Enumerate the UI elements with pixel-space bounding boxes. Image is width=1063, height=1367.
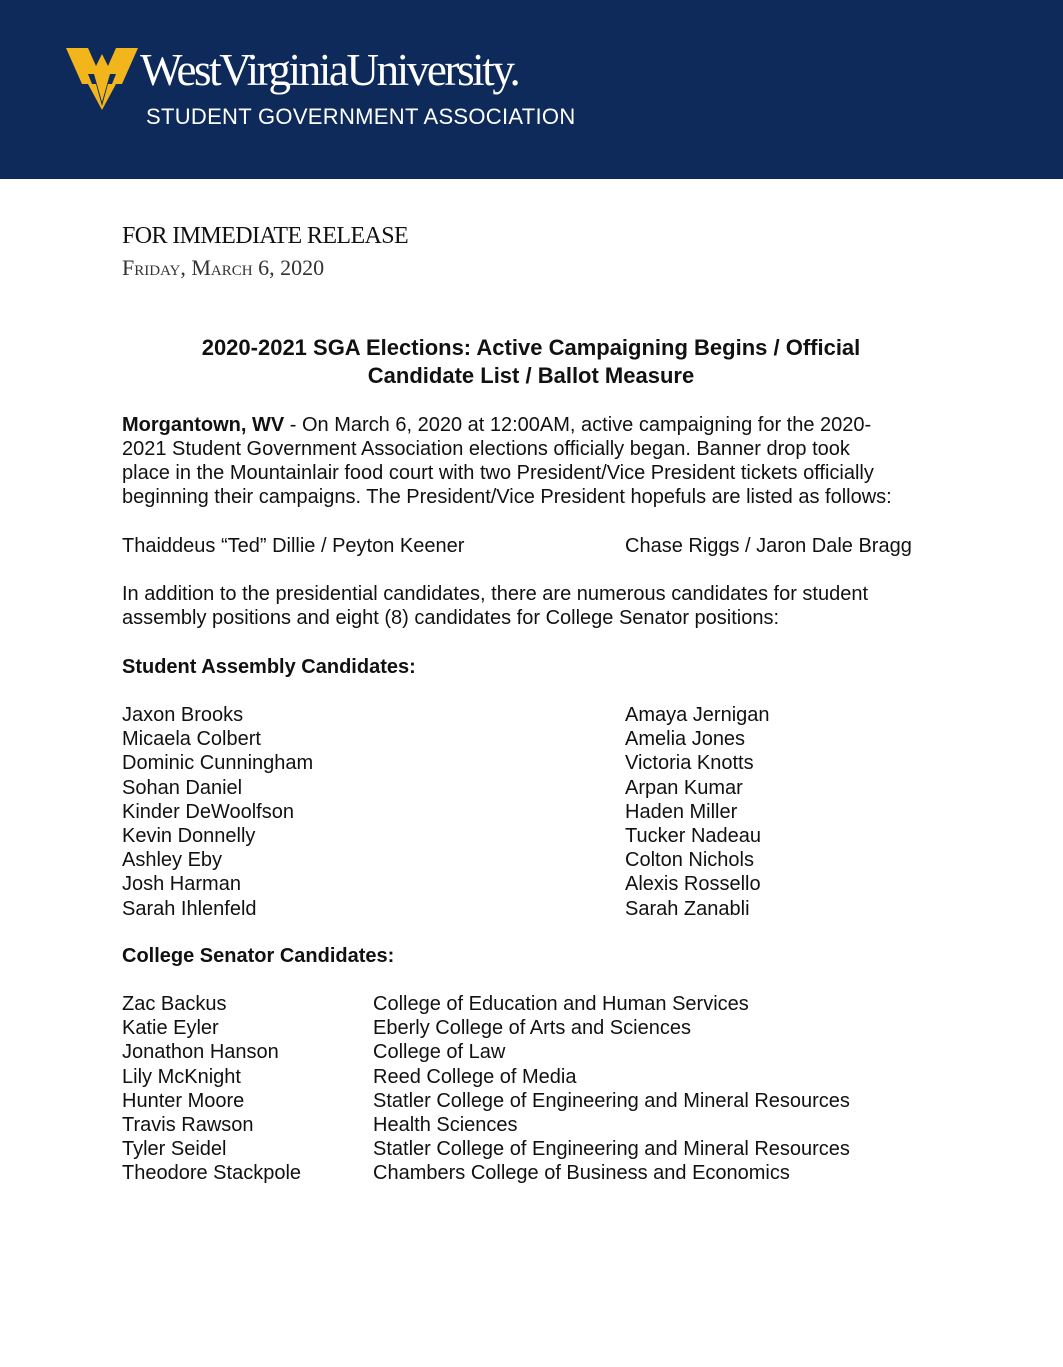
intro-line: place in the Mountainlair food court with two President/Vice President tickets officially	[122, 462, 874, 484]
candidate-name: Dominic Cunningham	[122, 752, 314, 775]
senator-name: Zac Backus	[122, 993, 227, 1015]
college-name: Statler College of Engineering and Mineral Resources	[373, 1138, 850, 1161]
intro-line: 2021 Student Government Association elections officially began. Banner drop took	[122, 438, 850, 460]
candidate-name: Haden Miller	[625, 800, 738, 823]
university-wordmark: WestVirginiaUniversity.	[140, 45, 519, 95]
addition-paragraph	[122, 582, 942, 630]
senator-name: Tyler Seidel	[122, 1138, 227, 1161]
intro-line: beginning their campaigns. The President/Vice President hopefuls are listed as follows:	[122, 486, 892, 508]
college-name: College of Education and Human Services	[373, 993, 749, 1015]
senator-name: Theodore Stackpole	[122, 1162, 302, 1185]
college-name: Health Sciences	[373, 1113, 518, 1136]
senator-name: Lily McKnight	[122, 1065, 241, 1088]
college-name: Eberly College of Arts and Sciences	[373, 1017, 691, 1040]
release-date: Friday, March 6, 2020	[122, 255, 325, 280]
intro-paragraph	[122, 413, 942, 509]
ticket-1: Thaiddeus “Ted” Dillie / Peyton Keener	[122, 535, 465, 557]
candidate-name: Ashley Eby	[122, 849, 223, 872]
senator-names-column	[122, 992, 301, 1186]
intro-line-text: - On March 6, 2020 at 12:00AM, active campaigning for the 2020-	[284, 414, 872, 436]
senator-name: Jonathon Hanson	[122, 1041, 279, 1064]
senator-name: Katie Eyler	[122, 1017, 219, 1040]
college-name: Reed College of Media	[373, 1065, 577, 1088]
candidate-name: Jaxon Brooks	[122, 704, 244, 726]
senator-name: Travis Rawson	[122, 1113, 254, 1136]
headline-line: Candidate List / Ballot Measure	[367, 363, 695, 388]
candidate-name: Tucker Nadeau	[625, 824, 761, 847]
senator-name: Hunter Moore	[122, 1089, 245, 1112]
candidate-name: Amaya Jernigan	[625, 704, 770, 726]
candidate-name: Amelia Jones	[625, 728, 746, 751]
candidate-name: Colton Nichols	[625, 849, 754, 872]
candidate-name: Alexis Rossello	[625, 873, 761, 896]
candidate-name: Sarah Zanabli	[625, 897, 750, 920]
college-name: College of Law	[373, 1041, 506, 1064]
candidate-name: Sohan Daniel	[122, 776, 243, 799]
candidate-name: Kevin Donnelly	[122, 824, 256, 847]
college-name: Statler College of Engineering and Mineral Resources	[373, 1089, 850, 1112]
letterhead-banner	[0, 0, 1063, 179]
flying-wv-icon	[66, 44, 138, 110]
headline-line: 2020-2021 SGA Elections: Active Campaigning Begins / Official	[201, 335, 861, 360]
assembly-title: Student Assembly Candidates:	[122, 656, 416, 678]
college-name: Chambers College of Business and Economics	[373, 1162, 790, 1185]
candidate-name: Josh Harman	[122, 873, 241, 896]
assembly-left-column	[122, 703, 313, 921]
addition-line: In addition to the presidential candidates, there are numerous candidates for student	[122, 583, 869, 605]
candidate-name: Victoria Knotts	[625, 752, 754, 775]
intro-line	[122, 413, 942, 437]
candidate-name: Micaela Colbert	[122, 728, 261, 751]
candidate-name: Kinder DeWoolfson	[122, 800, 294, 823]
dateline: Morgantown, WV	[122, 414, 285, 436]
release-label: FOR IMMEDIATE RELEASE	[122, 223, 409, 249]
headline	[122, 334, 940, 390]
senator-title: College Senator Candidates:	[122, 945, 395, 967]
candidate-name: Sarah Ihlenfeld	[122, 897, 257, 920]
candidate-name: Arpan Kumar	[625, 776, 743, 799]
ticket-2: Chase Riggs / Jaron Dale Bragg	[625, 535, 912, 557]
organization-name: STUDENT GOVERNMENT ASSOCIATION	[146, 104, 576, 129]
assembly-right-column	[625, 703, 770, 921]
senator-colleges-column	[373, 992, 850, 1186]
addition-line: assembly positions and eight (8) candidates for College Senator positions:	[122, 607, 780, 629]
